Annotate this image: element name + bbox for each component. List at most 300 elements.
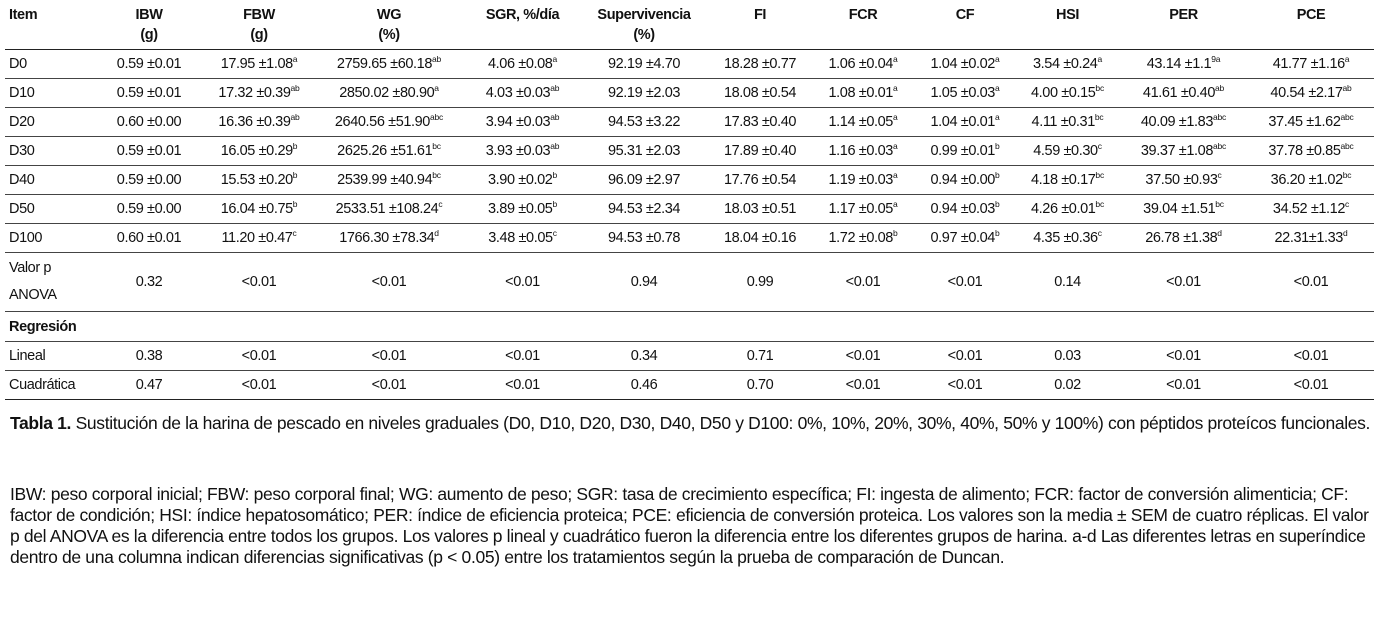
table-cell [914, 79, 1016, 108]
cell-value: 2625.26 ±51.61 [337, 143, 433, 159]
table-cell: <0.01 [812, 253, 914, 312]
table-cell [1016, 50, 1119, 79]
table-cell [313, 195, 465, 224]
table-cell: <0.01 [1248, 253, 1374, 312]
cell-value: 22.31±1.33 [1274, 230, 1343, 246]
significance-superscript: c [552, 228, 557, 238]
column-header-label: SGR, %/día [485, 7, 560, 23]
table-cell [812, 166, 914, 195]
significance-superscript: c [438, 199, 443, 209]
section-label: Regresión [5, 312, 1374, 342]
column-header-unit: (%) [378, 27, 400, 43]
cell-value: 94.53 ±0.78 [607, 230, 681, 246]
table-cell [205, 50, 313, 79]
table-cell: 0.38 [93, 342, 205, 371]
cell-value: 40.09 ±1.83 [1140, 114, 1213, 130]
cell-value: 2640.56 ±51.90 [334, 114, 430, 130]
table-cell: <0.01 [205, 371, 313, 400]
cell-value: 37.50 ±0.93 [1145, 172, 1218, 188]
table-cell: <0.01 [465, 371, 580, 400]
row-label: D40 [5, 166, 93, 195]
column-header-label: HSI [1056, 7, 1079, 23]
cell-value: 4.35 ±0.36 [1033, 230, 1098, 246]
significance-superscript: ab [432, 54, 442, 64]
table-cell [812, 137, 914, 166]
cell-value: 0.60 ±0.01 [116, 230, 182, 246]
table-cell [1248, 137, 1374, 166]
row-label: D20 [5, 108, 93, 137]
column-header-label: FI [753, 7, 767, 23]
table-cell [205, 79, 313, 108]
cell-value: 1.05 ±0.03 [930, 85, 995, 101]
table-cell [93, 79, 205, 108]
significance-superscript: d [434, 228, 439, 238]
table-cell: <0.01 [914, 253, 1016, 312]
table-cell [205, 224, 313, 253]
regression-row [5, 371, 1374, 400]
table-cell [205, 166, 313, 195]
document [5, 3, 1371, 567]
table-cell: 0.70 [708, 371, 812, 400]
table-caption [10, 413, 1375, 434]
column-header [914, 3, 1016, 50]
table-cell [1119, 137, 1248, 166]
significance-superscript: a [892, 112, 898, 122]
table-cell: 0.32 [93, 253, 205, 312]
regression-row [5, 342, 1374, 371]
table-cell [708, 195, 812, 224]
cell-value: 17.32 ±0.39 [218, 85, 291, 101]
cell-value: 96.09 ±2.97 [607, 172, 681, 188]
cell-value: 0.59 ±0.00 [116, 201, 182, 217]
table-cell: <0.01 [313, 253, 465, 312]
significance-superscript: a [892, 54, 898, 64]
table-cell [1016, 108, 1119, 137]
cell-value: 1.14 ±0.05 [828, 114, 893, 130]
table-cell: 0.34 [580, 342, 708, 371]
cell-value: 43.14 ±1.1 [1146, 56, 1212, 72]
table-cell [93, 108, 205, 137]
significance-superscript: ab [1342, 83, 1352, 93]
cell-value: 1.19 ±0.03 [828, 172, 893, 188]
cell-value: 3.93 ±0.03 [485, 143, 551, 159]
cell-value: 4.00 ±0.15 [1030, 85, 1096, 101]
table-cell [1119, 224, 1248, 253]
table-cell [1248, 50, 1374, 79]
table-row [5, 166, 1374, 195]
table-cell [1119, 50, 1248, 79]
table-cell: <0.01 [1119, 253, 1248, 312]
column-header-label: FCR [848, 7, 878, 23]
table-cell [708, 137, 812, 166]
table-cell [812, 195, 914, 224]
table-cell: 0.02 [1016, 371, 1119, 400]
column-header-label: Supervivencia [597, 7, 691, 23]
table-cell [708, 224, 812, 253]
significance-superscript: c [1345, 199, 1350, 209]
cell-value: 39.04 ±1.51 [1143, 201, 1216, 217]
cell-value: 3.94 ±0.03 [485, 114, 551, 130]
caption-text: Sustitución de la harina de pescado en niveles graduales (D0, D10, D20, D30, D40, D50 y D100: 0%, 10%, 20%, 30%, 40%, 50% y 100%) con péptidos proteícos funcionales. [71, 413, 1371, 433]
table-row [5, 195, 1374, 224]
row-label: D50 [5, 195, 93, 224]
table-cell [914, 166, 1016, 195]
table-row [5, 137, 1374, 166]
table-cell [580, 79, 708, 108]
column-header-label: Item [9, 7, 38, 23]
table-row [5, 50, 1374, 79]
table-cell [1119, 166, 1248, 195]
table-cell [812, 79, 914, 108]
table-cell [93, 137, 205, 166]
cell-value: 0.59 ±0.00 [116, 172, 182, 188]
cell-value: 4.03 ±0.03 [485, 85, 551, 101]
significance-superscript: a [994, 112, 1000, 122]
significance-superscript: b [292, 141, 298, 151]
table-cell: <0.01 [914, 342, 1016, 371]
significance-superscript: bc [1342, 170, 1352, 180]
cell-value: 2539.99 ±40.94 [337, 172, 433, 188]
significance-superscript: c [1217, 170, 1222, 180]
table-cell: 0.71 [708, 342, 812, 371]
table-cell [708, 108, 812, 137]
row-label: Lineal [5, 342, 93, 371]
table-cell: 0.46 [580, 371, 708, 400]
significance-superscript: bc [1095, 170, 1104, 180]
column-header [812, 3, 914, 50]
cell-value: 0.99 ±0.01 [930, 143, 995, 159]
table-cell [93, 50, 205, 79]
table-cell: <0.01 [812, 342, 914, 371]
table-cell [1248, 108, 1374, 137]
significance-superscript: 9a [1211, 54, 1221, 64]
column-header [93, 3, 205, 50]
table-cell [1016, 79, 1119, 108]
significance-superscript: b [994, 228, 1000, 238]
table-cell [313, 108, 465, 137]
significance-superscript: a [292, 54, 298, 64]
cell-value: 2759.65 ±60.18 [336, 56, 433, 72]
cell-value: 0.59 ±0.01 [116, 143, 182, 159]
header-row [5, 3, 1374, 50]
table-cell [580, 50, 708, 79]
row-label [5, 253, 93, 312]
significance-superscript: a [1097, 54, 1102, 64]
table-cell: <0.01 [205, 253, 313, 312]
significance-superscript: b [292, 170, 298, 180]
column-header-label: PCE [1296, 7, 1326, 23]
cell-value: 36.20 ±1.02 [1270, 172, 1343, 188]
cell-value: 3.54 ±0.24 [1033, 56, 1098, 72]
column-header [580, 3, 708, 50]
cell-value: 94.53 ±2.34 [607, 201, 681, 217]
cell-value: 0.94 ±0.03 [930, 201, 995, 217]
table-cell [812, 50, 914, 79]
cell-value: 17.76 ±0.54 [723, 172, 797, 188]
cell-value: 18.03 ±0.51 [723, 201, 797, 217]
column-header-label: FBW [243, 7, 275, 23]
cell-value: 4.59 ±0.30 [1033, 143, 1098, 159]
results-table [5, 3, 1374, 400]
column-header-label: PER [1169, 7, 1198, 23]
table-cell [1016, 224, 1119, 253]
table-cell [313, 137, 465, 166]
table-cell: 0.14 [1016, 253, 1119, 312]
significance-superscript: a [552, 54, 557, 64]
significance-superscript: d [1217, 228, 1222, 238]
table-cell: 0.99 [708, 253, 812, 312]
cell-value: 0.59 ±0.01 [116, 56, 182, 72]
column-header-unit: (%) [633, 27, 655, 43]
cell-value: 16.05 ±0.29 [220, 143, 293, 159]
cell-value: 94.53 ±3.22 [607, 114, 681, 130]
table-row [5, 224, 1374, 253]
cell-value: 18.28 ±0.77 [723, 56, 797, 72]
cell-value: 16.36 ±0.39 [218, 114, 291, 130]
table-cell [580, 195, 708, 224]
cell-value: 2850.02 ±80.90 [339, 85, 435, 101]
table-cell: <0.01 [313, 342, 465, 371]
significance-superscript: ab [1215, 83, 1225, 93]
table-cell [313, 79, 465, 108]
column-header [5, 3, 93, 50]
row-label: Cuadrática [5, 371, 93, 400]
table-cell [580, 166, 708, 195]
table-cell [1248, 195, 1374, 224]
significance-superscript: ab [550, 141, 560, 151]
cell-value: 1.08 ±0.01 [828, 85, 893, 101]
anova-label-line2: ANOVA [9, 287, 57, 303]
cell-value: 4.06 ±0.08 [488, 56, 553, 72]
significance-superscript: a [892, 83, 898, 93]
table-cell [313, 166, 465, 195]
significance-superscript: bc [1095, 199, 1104, 209]
significance-superscript: b [292, 199, 298, 209]
cell-value: 4.26 ±0.01 [1030, 201, 1096, 217]
significance-superscript: a [892, 141, 898, 151]
table-cell [465, 166, 580, 195]
significance-superscript: bc [432, 141, 441, 151]
significance-superscript: a [892, 199, 898, 209]
significance-superscript: abc [429, 112, 444, 122]
row-label: D30 [5, 137, 93, 166]
significance-superscript: b [994, 199, 1000, 209]
cell-value: 0.60 ±0.00 [116, 114, 182, 130]
table-cell [1119, 79, 1248, 108]
cell-value: 37.78 ±0.85 [1268, 143, 1341, 159]
table-cell [812, 224, 914, 253]
cell-value: 1.04 ±0.02 [930, 56, 995, 72]
table-cell [1248, 224, 1374, 253]
significance-superscript: a [1344, 54, 1350, 64]
table-cell: 0.94 [580, 253, 708, 312]
table-cell [708, 79, 812, 108]
significance-superscript: abc [1340, 141, 1354, 151]
table-cell [313, 50, 465, 79]
cell-value: 17.83 ±0.40 [723, 114, 797, 130]
table-cell: <0.01 [465, 253, 580, 312]
table-notes: IBW: peso corporal inicial; FBW: peso corporal final; WG: aumento de peso; SGR: tasa de crecimiento específica; FI: ingesta de alimento; FCR: factor de conversión alimenticia; CF: factor de condición; HSI: índice hepatosomático; PER: índice de eficiencia proteica; PCE: eficiencia de conversión proteica. Los valores son la media ± SEM de cuatro réplicas. El valor p del ANOVA es la diferencia entre todos los grupos. Los valores p lineal y cuadrático fueron la diferencia entre los diferentes grupos de harina. a-d Las diferentes letras en superíndice dentro de una columna indican diferencias significativas (p < 0.05) entre los tratamientos según la prueba de comparación de Duncan. [10, 484, 1369, 567]
cell-value: 2533.51 ±108.24 [335, 201, 439, 217]
column-header [465, 3, 580, 50]
cell-value: 17.89 ±0.40 [723, 143, 797, 159]
cell-value: 1.72 ±0.08 [828, 230, 893, 246]
row-label: D100 [5, 224, 93, 253]
cell-value: 4.18 ±0.17 [1030, 172, 1096, 188]
significance-superscript: b [994, 141, 1000, 151]
table-cell [205, 137, 313, 166]
column-header-unit: (g) [140, 27, 158, 43]
table-row [5, 79, 1374, 108]
table-cell [914, 137, 1016, 166]
significance-superscript: b [552, 170, 557, 180]
significance-superscript: ab [550, 83, 560, 93]
significance-superscript: bc [1095, 83, 1104, 93]
table-cell [580, 224, 708, 253]
table-cell [1016, 195, 1119, 224]
column-header [1119, 3, 1248, 50]
cell-value: 11.20 ±0.47 [221, 230, 293, 246]
significance-superscript: abc [1212, 141, 1227, 151]
significance-superscript: b [552, 199, 557, 209]
cell-value: 40.54 ±2.17 [1270, 85, 1343, 101]
significance-superscript: abc [1212, 112, 1227, 122]
table-cell [1016, 137, 1119, 166]
column-header [205, 3, 313, 50]
significance-superscript: ab [550, 112, 560, 122]
significance-superscript: bc [1094, 112, 1104, 122]
table-cell [708, 166, 812, 195]
column-header-label: IBW [135, 7, 163, 23]
cell-value: 1.16 ±0.03 [828, 143, 893, 159]
table-cell [465, 137, 580, 166]
cell-value: 3.48 ±0.05 [488, 230, 553, 246]
cell-value: 39.37 ±1.08 [1140, 143, 1213, 159]
table-cell: <0.01 [465, 342, 580, 371]
column-header-label: CF [955, 7, 975, 23]
significance-superscript: ab [290, 83, 300, 93]
cell-value: 18.04 ±0.16 [723, 230, 797, 246]
significance-superscript: bc [1215, 199, 1224, 209]
cell-value: 16.04 ±0.75 [220, 201, 293, 217]
table-cell [1119, 108, 1248, 137]
cell-value: 41.77 ±1.16 [1272, 56, 1345, 72]
cell-value: 1.06 ±0.04 [828, 56, 893, 72]
significance-superscript: a [434, 83, 439, 93]
column-header [313, 3, 465, 50]
table-row [5, 108, 1374, 137]
table-cell: <0.01 [1248, 342, 1374, 371]
table-cell [205, 195, 313, 224]
significance-superscript: ab [290, 112, 300, 122]
table-cell: <0.01 [1119, 371, 1248, 400]
cell-value: 1766.30 ±78.34 [339, 230, 435, 246]
table-cell [93, 224, 205, 253]
significance-superscript: a [892, 170, 898, 180]
table-cell [914, 108, 1016, 137]
cell-value: 95.31 ±2.03 [607, 143, 681, 159]
table-cell [914, 195, 1016, 224]
table-cell [914, 50, 1016, 79]
significance-superscript: b [892, 228, 898, 238]
table-cell: <0.01 [1119, 342, 1248, 371]
significance-superscript: c [292, 228, 297, 238]
significance-superscript: c [1097, 228, 1102, 238]
significance-superscript: a [994, 54, 1000, 64]
table-cell [812, 108, 914, 137]
table-cell [93, 195, 205, 224]
anova-row [5, 253, 1374, 312]
column-header-label: WG [376, 7, 402, 23]
cell-value: 17.95 ±1.08 [220, 56, 293, 72]
table-cell: <0.01 [1248, 371, 1374, 400]
cell-value: 26.78 ±1.38 [1145, 230, 1218, 246]
table-cell [465, 79, 580, 108]
row-label: D0 [5, 50, 93, 79]
cell-value: 41.61 ±0.40 [1142, 85, 1216, 101]
column-header [1248, 3, 1374, 50]
cell-value: 0.97 ±0.04 [930, 230, 995, 246]
cell-value: 34.52 ±1.12 [1272, 201, 1346, 217]
column-header [708, 3, 812, 50]
row-label: D10 [5, 79, 93, 108]
cell-value: 18.08 ±0.54 [723, 85, 797, 101]
table-cell [580, 108, 708, 137]
table-cell [465, 195, 580, 224]
table-cell [465, 224, 580, 253]
table-cell: <0.01 [205, 342, 313, 371]
table-cell [465, 108, 580, 137]
significance-superscript: bc [432, 170, 441, 180]
cell-value: 4.11 ±0.31 [1031, 114, 1095, 130]
table-cell [205, 108, 313, 137]
table-cell [708, 50, 812, 79]
cell-value: 3.90 ±0.02 [488, 172, 553, 188]
significance-superscript: a [994, 83, 1000, 93]
cell-value: 92.19 ±2.03 [607, 85, 681, 101]
cell-value: 3.89 ±0.05 [488, 201, 553, 217]
table-cell [465, 50, 580, 79]
significance-superscript: d [1342, 228, 1348, 238]
anova-label-line1: Valor p [9, 260, 52, 276]
caption-label: Tabla 1. [10, 413, 72, 433]
table-cell: 0.47 [93, 371, 205, 400]
significance-superscript: b [994, 170, 1000, 180]
cell-value: 92.19 ±4.70 [607, 56, 681, 72]
table-cell [1248, 166, 1374, 195]
table-cell: <0.01 [313, 371, 465, 400]
cell-value: 15.53 ±0.20 [220, 172, 293, 188]
cell-value: 37.45 ±1.62 [1268, 114, 1341, 130]
table-cell: 0.03 [1016, 342, 1119, 371]
table-cell [1119, 195, 1248, 224]
table-cell [93, 166, 205, 195]
cell-value: 0.94 ±0.00 [930, 172, 995, 188]
significance-superscript: c [1097, 141, 1102, 151]
section-row [5, 312, 1374, 342]
table-cell [580, 137, 708, 166]
table-cell [1016, 166, 1119, 195]
table-cell [313, 224, 465, 253]
table-cell: <0.01 [914, 371, 1016, 400]
table-cell [1248, 79, 1374, 108]
column-header-unit: (g) [250, 27, 268, 43]
table-cell: <0.01 [812, 371, 914, 400]
significance-superscript: abc [1340, 112, 1354, 122]
column-header [1016, 3, 1119, 50]
cell-value: 0.59 ±0.01 [116, 85, 182, 101]
table-cell [914, 224, 1016, 253]
